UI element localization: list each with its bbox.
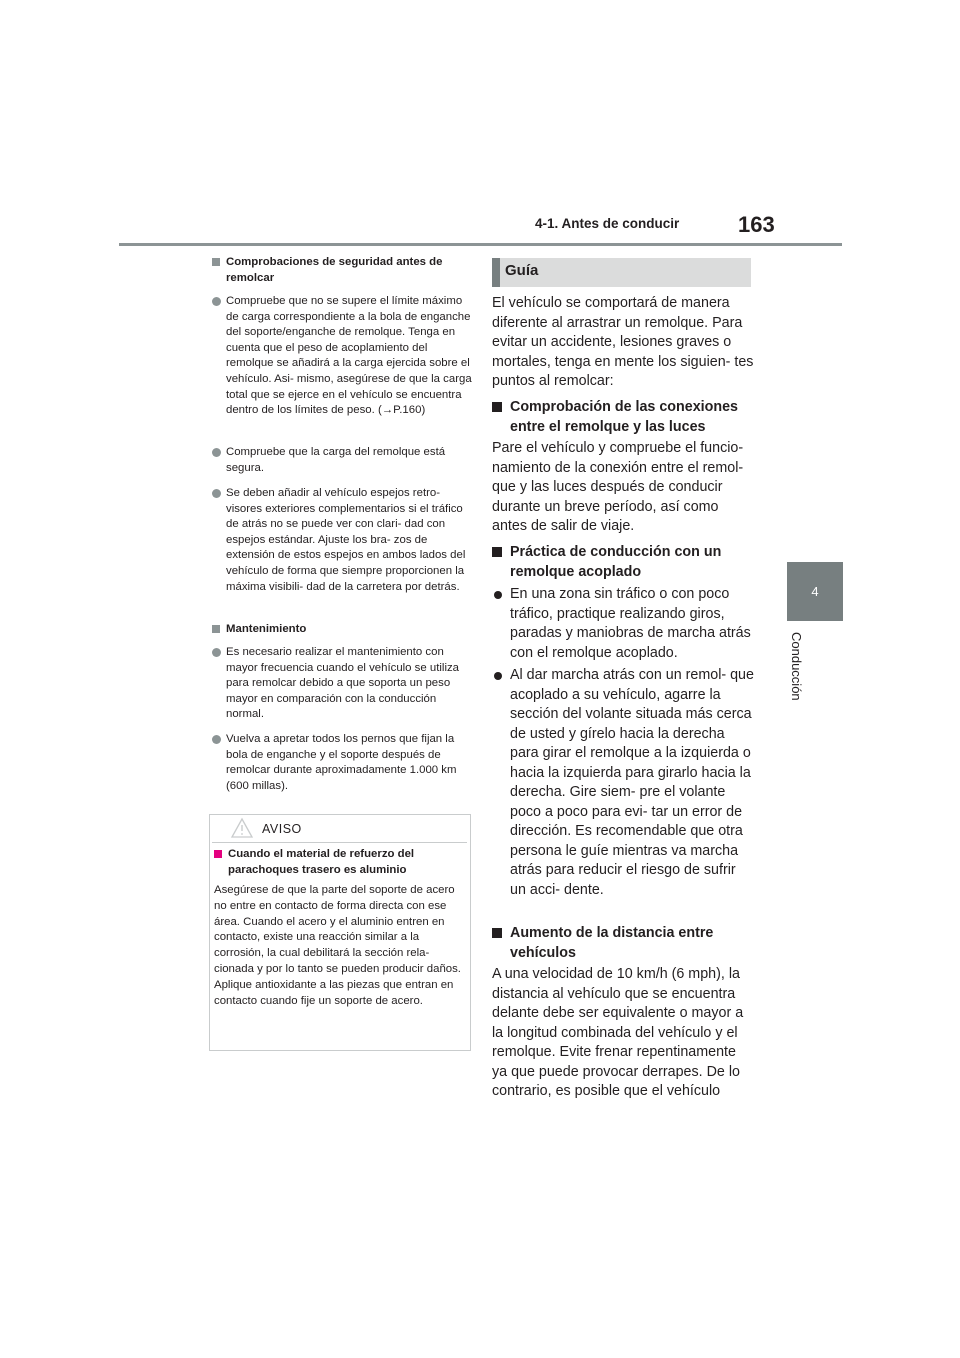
chapter-tab[interactable]: 4: [787, 562, 843, 621]
warning-heading: Cuando el material de refuerzo del parachoques trasero es aluminio: [214, 847, 464, 878]
round-bullet-icon: [494, 672, 502, 680]
square-bullet-icon: [492, 547, 502, 557]
list-item: Compruebe que la carga del remolque está segura.: [212, 445, 474, 476]
chapter-label: [788, 632, 806, 712]
header-divider: [119, 243, 842, 246]
round-bullet-icon: [494, 591, 502, 599]
list-item: En una zona sin tráfico o con poco tráfico, practique realizando giros, paradas y maniobras de marcha atrás con el remolque acoplado.: [492, 585, 754, 663]
guide-title: Guía: [505, 262, 539, 279]
list-item: Es necesario realizar el mantenimiento con mayor frecuencia cuando el vehículo se utiliza para remolcar debido a que soporta un peso mayor en comparación con la conducción normal.: [212, 645, 474, 723]
warning-divider: [212, 842, 467, 843]
warning-title: AVISO: [262, 822, 302, 836]
list-item: Se deben añadir al vehículo espejos retro- visores exteriores complementarios si el tráfico de atrás no se puede ver con clari- dad con espejos estándar. Ajuste los bra- zos de extensión de estos espejos en ambos lados del vehículo de forma que siempre proporcionen la máxima visibili- dad de la carretera por detrás.: [212, 486, 474, 595]
square-bullet-icon: [212, 258, 220, 266]
list-item: Al dar marcha atrás con un remol- que acoplado a su vehículo, agarre la sección del volante situada más cerca de usted y gírelo hacia la derecha para girar el remolque a la izquierda o hacia la izquierda para girarlo hacia la derecha. Gire siem- pre el volante poco a poco para evi- tar un error de dirección. Es recomendable que otra persona le guíe mientras va marcha atrás para reducir el riesgo de sufrir un acci- dente.: [492, 666, 754, 900]
square-bullet-icon: [492, 402, 502, 412]
paragraph: A una velocidad de 10 km/h (6 mph), la distancia al vehículo que se encuentra delante debe ser equivalente o mayor a la longitud combinada del vehículo y el remolque. Evite frenar repentinamente ya que puede provocar derrapes. De lo contrario, es posible que el vehículo: [492, 966, 744, 1099]
paragraph: Pare el vehículo y compruebe el funcio- namiento de la conexión entre el remol- que y las luces después de conducir durante un breve período, así como antes de salir de viaje.: [492, 440, 744, 534]
list-item: Compruebe que no se supere el límite máximo de carga correspondiente a la bola de enganche del soporte/enganche de remolque. Tenga en cuenta que el peso de acoplamiento del remolque se añadirá a la carga ejercida sobre el vehículo. Asi- mismo, asegúrese de que la carga total que se ejerce en el vehículo se encuentra dentro de los límites de peso. (→P.160): [212, 294, 474, 419]
round-bullet-icon: [212, 489, 221, 498]
subheading-maintenance: Mantenimiento: [212, 622, 474, 638]
warning-body: Asegúrese de que la parte del soporte de acero no entre en contacto de forma directa con ese área. Cuando el acero y el aluminio entren en contacto, existe una reacción similar a la corrosión, la cual debilitará la sección rela- cionada y por lo tanto se pueden producir daños. Aplique antioxidante a las piezas que entran en contacto cuando fije un soporte de acero.: [214, 884, 461, 1007]
warning-triangle-icon: [230, 817, 254, 844]
guide-header-marker: [492, 258, 500, 287]
section-title: 4-1. Antes de conducir: [535, 216, 680, 231]
list-item: Vuelva a apretar todos los pernos que fijan la bola de enganche y el soporte después de remolcar durante aproximadamente 1.000 km (600 millas).: [212, 732, 474, 794]
square-bullet-icon: [492, 928, 502, 938]
square-bullet-icon: [212, 625, 220, 633]
subheading-safety-checks: Comprobaciones de seguridad antes de remolcar: [212, 255, 474, 286]
subheading-distance: Aumento de la distancia entre vehículos: [492, 924, 754, 963]
square-bullet-icon: [214, 850, 222, 858]
intro-paragraph: El vehículo se comportará de manera diferente al arrastrar un remolque. Para evitar un accidente, lesiones graves o mortales, tenga en mente los siguien- tes puntos al remolcar:: [492, 295, 754, 389]
chapter-label-text: Conducción: [789, 632, 804, 701]
round-bullet-icon: [212, 648, 221, 657]
subheading-practice: Práctica de conducción con un remolque acoplado: [492, 543, 754, 582]
round-bullet-icon: [212, 297, 221, 306]
round-bullet-icon: [212, 448, 221, 457]
page-number: 163: [738, 212, 775, 237]
subheading-connections: Comprobación de las conexiones entre el remolque y las luces: [492, 398, 754, 437]
round-bullet-icon: [212, 735, 221, 744]
